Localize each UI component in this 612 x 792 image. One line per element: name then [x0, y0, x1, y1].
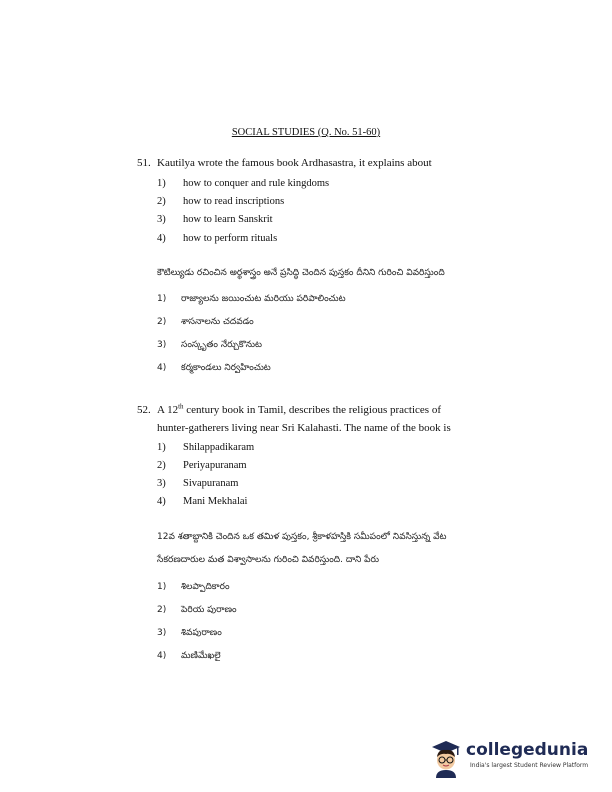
section-heading: SOCIAL STUDIES (Q. No. 51-60) [231, 127, 381, 138]
option-number: 2) [157, 460, 166, 471]
option-number: 1) [157, 442, 166, 453]
option-number: 4) [157, 496, 166, 507]
collegedunia-logo [428, 738, 598, 778]
option-text: Sivapuranam [183, 478, 239, 489]
question-number: 52. [137, 404, 151, 416]
telugu-option-text: శివపురాణం [181, 628, 222, 638]
question-text [157, 404, 441, 416]
option-number: 4) [157, 233, 166, 244]
option-text: how to perform rituals [183, 233, 278, 244]
ordinal-suffix: th [178, 402, 184, 411]
option-number: 3) [157, 214, 166, 225]
option-text: Shilappadikaram [183, 442, 255, 453]
telugu-option-text: కర్మకాండలు నిర్వహించుట [181, 363, 271, 373]
telugu-option-number: 4) [157, 651, 167, 661]
telugu-option-number: 3) [157, 628, 167, 638]
question-text: Kautilya wrote the famous book Ardhasastra, it explains about [157, 157, 432, 169]
telugu-option-number: 3) [157, 340, 167, 350]
logo-wordmark: collegedunia [466, 740, 589, 760]
option-text: Mani Mekhalai [183, 496, 248, 507]
telugu-question-text: 12వ శతాబ్దానికి చెందిన ఒక తమిళ పుస్తకం, శ్రీకాళహస్తికి సమీపంలో నివసిస్తున్న వేట [157, 532, 447, 542]
option-text: how to learn Sanskrit [183, 214, 273, 225]
question-text-part: century book in Tamil, describes the religious practices of [183, 404, 441, 416]
question-number: 51. [137, 157, 151, 169]
option-text: how to conquer and rule kingdoms [183, 178, 330, 189]
question-text-line2: hunter-gatherers living near Sri Kalahasti. The name of the book is [157, 422, 451, 434]
option-number: 2) [157, 196, 166, 207]
logo-tagline: India's largest Student Review Platform [470, 762, 589, 769]
telugu-option-number: 2) [157, 317, 167, 327]
telugu-option-number: 1) [157, 294, 167, 304]
telugu-option-text: పెరియ పురాణం [181, 605, 237, 615]
telugu-question-text-line2: సేకరణదారుల మత విశ్వాసాలను గురించి వివరిస్తుంది. దాని పేరు [157, 555, 379, 565]
telugu-question-text: కౌటిల్యుడు రచించిన అర్థశాస్త్రం అనే ప్రసిద్ధి చెందిన పుస్తకం దీనిని గురించి వివరిస్తుంది [157, 268, 445, 278]
telugu-option-number: 4) [157, 363, 167, 373]
telugu-option-text: శిలప్పాదికారం [181, 582, 230, 592]
telugu-option-text: మణిమేఖలై [181, 651, 221, 661]
telugu-option-number: 2) [157, 605, 167, 615]
question-text-part: A 12 [157, 404, 179, 416]
telugu-option-text: సంస్కృతం నేర్చుకొనుట [181, 340, 262, 350]
option-number: 3) [157, 478, 166, 489]
telugu-option-text: శాసనాలను చదవడం [181, 317, 254, 327]
student-mascot-icon [428, 738, 464, 778]
option-text: Periyapuranam [183, 460, 247, 471]
option-number: 1) [157, 178, 166, 189]
option-text: how to read inscriptions [183, 196, 285, 207]
telugu-option-text: రాజ్యాలను జయించుట మరియు పరిపాలించుట [181, 294, 346, 304]
telugu-option-number: 1) [157, 582, 167, 592]
